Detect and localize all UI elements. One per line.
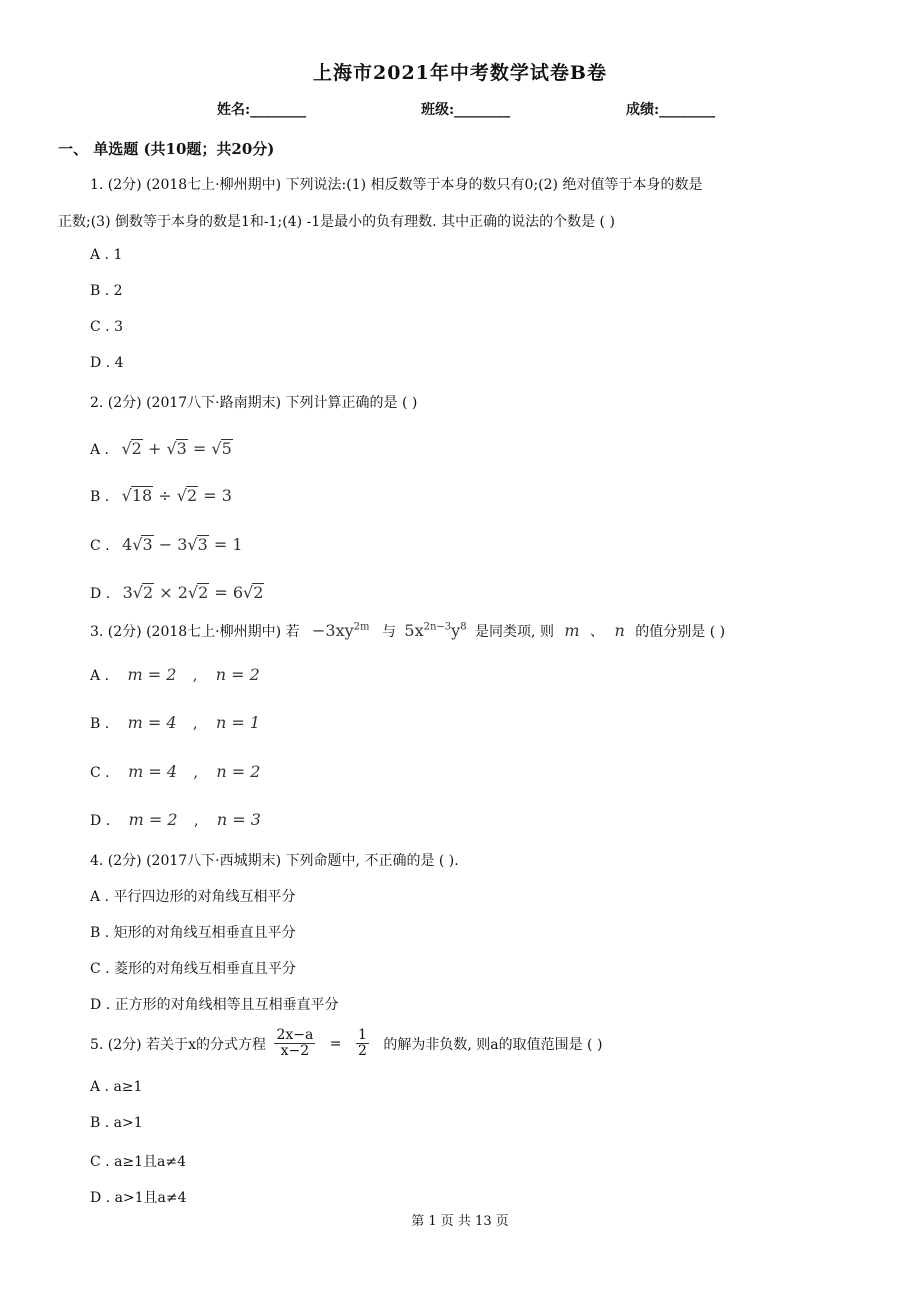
class-field: 班级:________ bbox=[421, 102, 511, 118]
question-3-prefix: 3. (2分) (2018七上·柳州期中) 若 bbox=[90, 624, 300, 640]
option-n-value: n = 2 bbox=[215, 665, 260, 684]
score-field: 成绩:________ bbox=[626, 102, 716, 118]
comma: , bbox=[193, 813, 199, 829]
question-1-option-b: B . 2 bbox=[90, 283, 123, 299]
option-letter: A . bbox=[90, 668, 110, 684]
fraction-denominator: 2 bbox=[357, 1043, 367, 1059]
variable-m: m bbox=[564, 621, 580, 640]
option-letter: A . bbox=[90, 442, 110, 458]
option-letter: C . bbox=[90, 765, 110, 781]
question-3-line1 bbox=[90, 621, 725, 641]
name-field: 姓名:________ bbox=[217, 102, 307, 118]
option-m-value: m = 4 bbox=[127, 713, 177, 732]
equals-sign: = bbox=[329, 1035, 342, 1052]
question-4-option-b: B . 矩形的对角线互相垂直且平分 bbox=[90, 925, 296, 941]
option-letter: B . bbox=[90, 716, 110, 732]
option-m-value: m = 2 bbox=[128, 810, 178, 829]
page-footer: 第 1 页 共 13 页 bbox=[411, 1214, 509, 1229]
question-5-line1 bbox=[90, 1028, 602, 1059]
question-5-prefix: 5. (2分) 若关于x的分式方程 bbox=[90, 1036, 266, 1053]
page-title: 上海市2021年中考数学试卷B卷 bbox=[313, 62, 607, 84]
option-n-value: n = 1 bbox=[215, 713, 261, 732]
question-5-option-d: D . a>1且a≠4 bbox=[90, 1190, 187, 1206]
question-3-end: 的值分别是 ( ) bbox=[635, 624, 726, 640]
question-3-option-c bbox=[90, 762, 260, 781]
option-letter: B . bbox=[90, 489, 110, 505]
section-heading: 一、 单选题 (共10题；共20分) bbox=[58, 140, 275, 158]
question-5-option-a: A . a≥1 bbox=[90, 1079, 143, 1095]
formula-image: 3√2 × 2√2 = 6√2 bbox=[122, 583, 264, 602]
fraction-numerator: 2x−a bbox=[276, 1027, 314, 1043]
question-1-line2: 正数;(3) 倒数等于本身的数是1和-1;(4) -1是最小的负有理数. 其中正确的说法的个数是 ( ) bbox=[58, 214, 615, 230]
formula-image: $-3xy^{2m}$ bbox=[312, 621, 370, 640]
option-m-value: m = 2 bbox=[127, 665, 177, 684]
option-letter: C . bbox=[90, 538, 110, 554]
variable-n: n bbox=[614, 621, 625, 640]
option-n-value: n = 3 bbox=[216, 810, 261, 829]
question-4-option-c: C . 菱形的对角线互相垂直且平分 bbox=[90, 961, 297, 977]
question-2-line1: 2. (2分) (2017八下·路南期末) 下列计算正确的是 ( ) bbox=[90, 395, 418, 411]
comma: , bbox=[193, 716, 198, 732]
question-3-mid: 与 bbox=[381, 624, 396, 640]
option-n-value: n = 2 bbox=[216, 762, 261, 781]
question-2-option-d bbox=[90, 583, 264, 602]
formula-image: $5x^{2n-3}y^8$ bbox=[404, 621, 467, 640]
question-1-option-a: A . 1 bbox=[90, 247, 123, 263]
question-1-option-c: C . 3 bbox=[90, 319, 123, 335]
question-3-option-b bbox=[90, 713, 260, 732]
question-4-line1: 4. (2分) (2017八下·西城期末) 下列命题中, 不正确的是 ( ). bbox=[90, 853, 459, 869]
fraction-denominator: x−2 bbox=[280, 1043, 310, 1059]
question-2-option-b bbox=[90, 486, 232, 505]
option-m-value: m = 4 bbox=[128, 762, 178, 781]
formula-image: √18 ÷ √2 = 3 bbox=[121, 486, 232, 505]
question-5-option-c: C . a≥1且a≠4 bbox=[90, 1154, 187, 1170]
question-3-option-a bbox=[90, 665, 260, 684]
question-5-option-b: B . a>1 bbox=[90, 1115, 143, 1131]
question-1-option-d: D . 4 bbox=[90, 355, 124, 371]
formula-image: √2 + √3 = √5 bbox=[121, 439, 232, 458]
question-3-suffix: 是同类项, 则 bbox=[475, 624, 554, 640]
question-1-line1: 1. (2分) (2018七上·柳州期中) 下列说法:(1) 相反数等于本身的数只有0;(2) 绝对值等于本身的数是 bbox=[90, 177, 703, 193]
fraction-image bbox=[356, 1028, 369, 1059]
question-2-option-a bbox=[90, 439, 233, 458]
separator: 、 bbox=[590, 624, 605, 640]
question-4-option-d: D . 正方形的对角线相等且互相垂直平分 bbox=[90, 997, 339, 1013]
option-letter: D . bbox=[90, 586, 111, 602]
formula-image: 4√3 − 3√3 = 1 bbox=[122, 535, 243, 554]
fraction-numerator: 1 bbox=[357, 1027, 367, 1043]
comma: , bbox=[193, 765, 198, 781]
question-4-option-a: A . 平行四边形的对角线互相平分 bbox=[90, 889, 296, 905]
question-3-option-d bbox=[90, 810, 261, 829]
comma: , bbox=[192, 668, 198, 684]
fraction-image bbox=[274, 1028, 315, 1059]
option-letter: D . bbox=[90, 813, 111, 829]
question-2-option-c bbox=[90, 535, 243, 554]
question-5-suffix: 的解为非负数, 则a的取值范围是 ( ) bbox=[383, 1036, 603, 1053]
